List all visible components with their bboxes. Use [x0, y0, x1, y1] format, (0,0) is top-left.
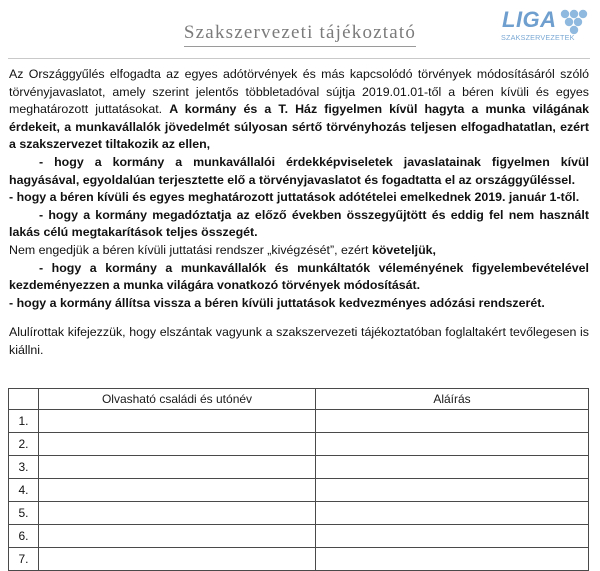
name-cell[interactable]: [39, 525, 316, 548]
table-row: [9, 502, 589, 525]
signature-table-head: [9, 389, 589, 410]
closing-paragraph: Alulírottak kifejezzük, hogy elszántak vagyunk a szakszervezeti tájékoztatóban foglaltakért tevőlegesen is kiállni.: [9, 325, 589, 357]
document-body: [9, 66, 589, 360]
table-row: [9, 433, 589, 456]
demand-lead-plain: Nem engedjük a béren kívüli juttatási rendszer „kivégzését”, ezért: [9, 242, 372, 257]
table-row: [9, 525, 589, 548]
name-cell[interactable]: [39, 502, 316, 525]
signature-cell[interactable]: [316, 410, 589, 433]
paragraph-spacer: [9, 312, 589, 324]
signature-table-container: [8, 388, 588, 571]
signature-table-body: [9, 410, 589, 571]
row-number: 5.: [9, 502, 39, 525]
signature-cell[interactable]: [316, 433, 589, 456]
protest-bullet-3: - hogy a kormány megadóztatja az előző években összegyűjtött és eddig fel nem használt lakás célú megtakarítások teljes összegét.: [9, 207, 589, 240]
signature-table: [8, 388, 589, 571]
demand-bullet-1: - hogy a kormány a munkavállalók és munkáltatók véleményének figyelembevételével kezdeményezzen a munka világára vonatkozó törvények módosítását.: [9, 260, 589, 293]
row-number: 7.: [9, 548, 39, 571]
signature-cell[interactable]: [316, 525, 589, 548]
name-cell[interactable]: [39, 479, 316, 502]
row-number: 3.: [9, 456, 39, 479]
protest-bullet-1: - hogy a kormány a munkavállalói érdekképviseletek javaslatainak figyelmen kívül hagyásával, egyoldalúan terjesztette elő a törvényjavaslatot és fogadtatta el az országgyűléssel.: [9, 154, 589, 187]
protest-bullet-2: - hogy a béren kívüli és egyes meghatározott juttatások adótételei emelkednek 2019. január 1-től.: [9, 190, 580, 205]
table-header-row: [9, 389, 589, 410]
row-number: 4.: [9, 479, 39, 502]
col-header-number: [9, 389, 39, 410]
row-number: 1.: [9, 410, 39, 433]
signature-cell[interactable]: [316, 456, 589, 479]
intro-paragraph: [9, 66, 589, 154]
name-cell[interactable]: [39, 410, 316, 433]
demand-lead-bold: követeljük,: [371, 242, 436, 257]
intro-bold-text: A kormány és a T. Ház figyelmen kívül hagyta a munka világának érdekeit, a munkavállalók jövedelmét súlyosan sértő törvényhozás teljesen elfogadhatatlan, ezért a szakszervezet tiltakozik az ellen,: [9, 102, 589, 152]
name-cell[interactable]: [39, 456, 316, 479]
svg-text:SZAKSZERVEZETEK: SZAKSZERVEZETEK: [501, 33, 575, 42]
table-row: [9, 479, 589, 502]
signature-cell[interactable]: [316, 479, 589, 502]
demand-lead-paragraph: [9, 242, 589, 260]
col-header-name: Olvasható családi és utónév: [39, 389, 316, 410]
row-number: 6.: [9, 525, 39, 548]
table-row: [9, 548, 589, 571]
intro-plain-text: Az Országgyűlés elfogadta az egyes adótörvények és más kapcsolódó törvények módosításáról szóló törvényjavaslatot, amely szerint jelentős többletadóval sújtja 2019.01.01-től a béren kívüli és egyes meghatározott juttatásokat.: [9, 67, 589, 117]
name-cell[interactable]: [39, 433, 316, 456]
demand-bullet-2: - hogy a kormány állítsa vissza a béren kívüli juttatások kedvezményes adózási rendszerét.: [9, 295, 545, 310]
name-cell[interactable]: [39, 548, 316, 571]
row-number: 2.: [9, 433, 39, 456]
table-row: [9, 456, 589, 479]
signature-cell[interactable]: [316, 548, 589, 571]
col-header-signature: Aláírás: [316, 389, 589, 410]
table-row: [9, 410, 589, 433]
svg-text:LIGA: LIGA: [502, 7, 557, 32]
grape-cluster-icon: [561, 10, 587, 34]
header-divider: [8, 58, 590, 59]
page-title-text: Szakszervezeti tájékoztató: [184, 22, 416, 47]
liga-logo: [500, 5, 592, 45]
signature-cell[interactable]: [316, 502, 589, 525]
document-header: [0, 0, 600, 58]
